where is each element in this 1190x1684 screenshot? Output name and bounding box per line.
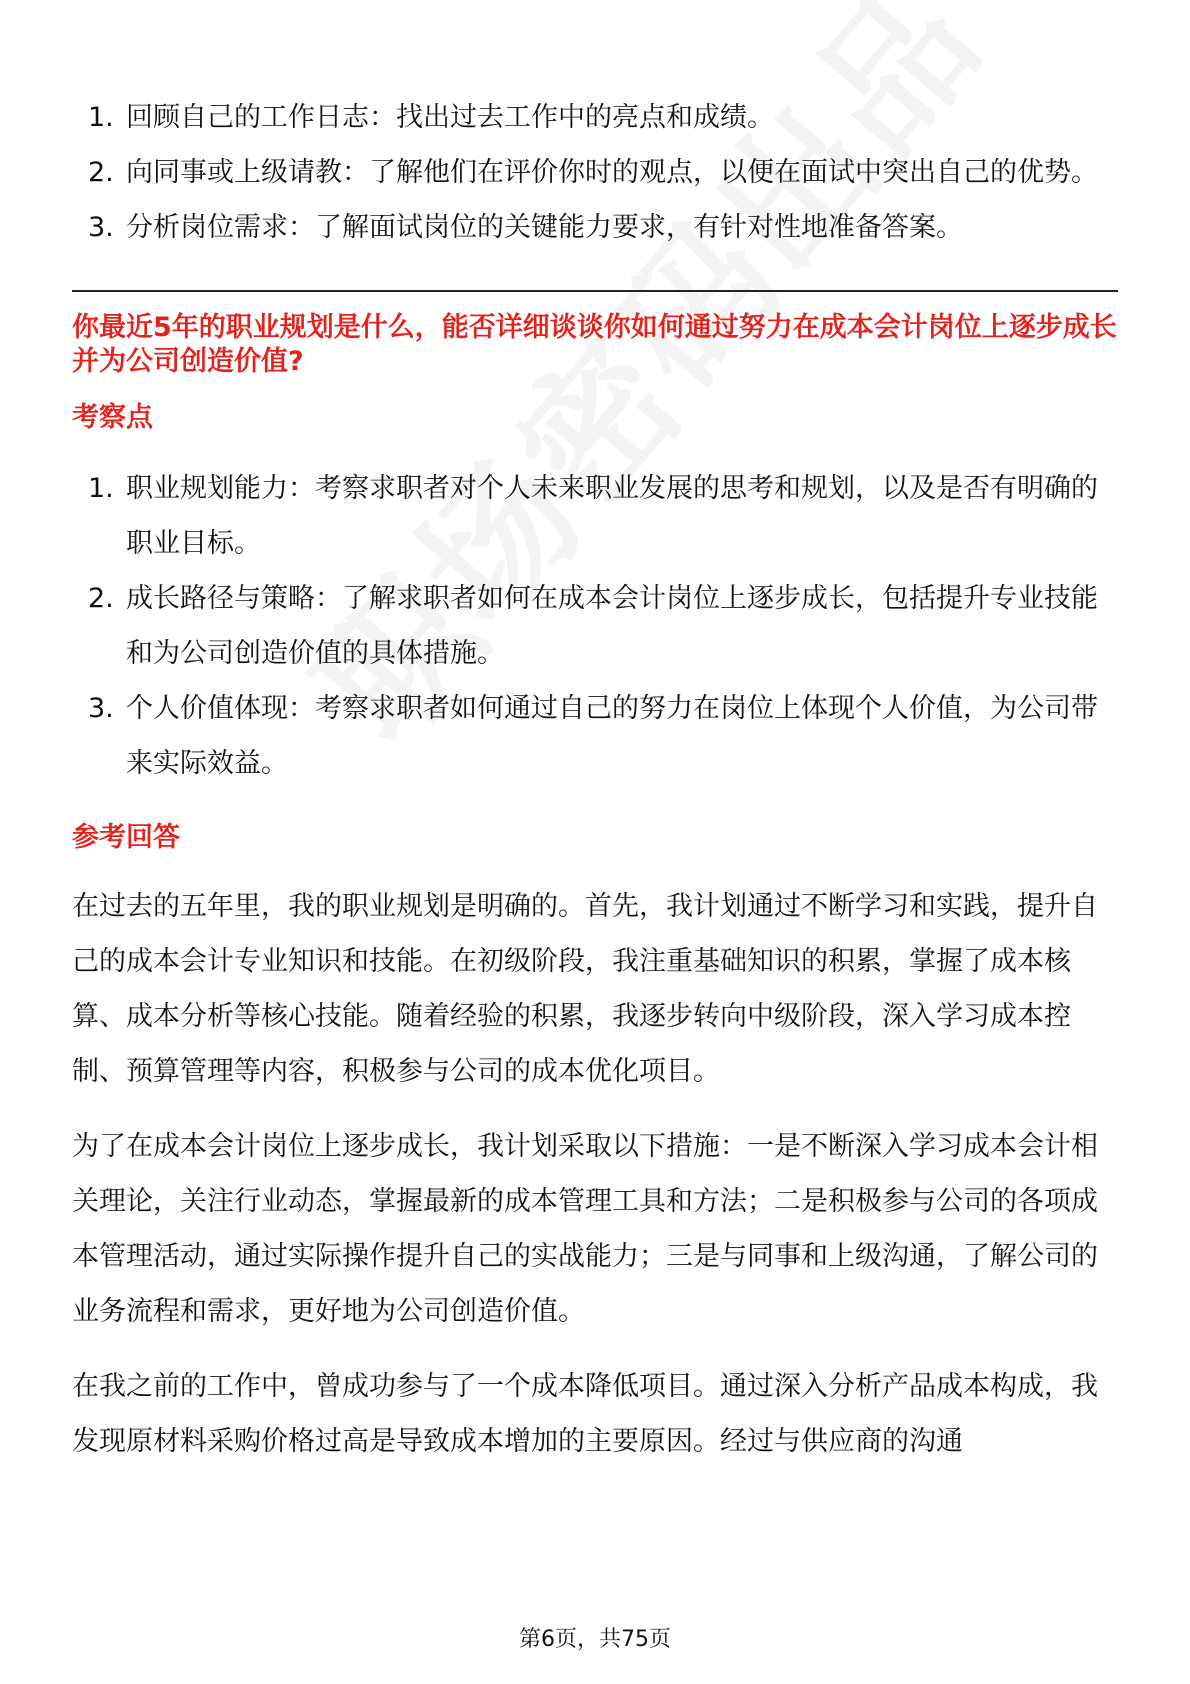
list-number: 3. — [88, 693, 114, 724]
answer-paragraph: 在过去的五年里，我的职业规划是明确的。首先，我计划通过不断学习和实践，提升自己的成本会计专业知识和技能。在初级阶段，我注重基础知识的积累，掌握了成本核算、成本分析等核心技能。随着经验的积累，我逐步转向中级阶段，深入学习成本控制、预算管理等内容，积极参与公司的成本优化项目。 — [72, 891, 1098, 1087]
list-item — [72, 145, 1118, 200]
list-item — [72, 571, 1118, 681]
list-text: 分析岗位需求：了解面试岗位的关键能力要求，有针对性地准备答案。 — [126, 212, 963, 243]
question-heading: 你最近5年的职业规划是什么，能否详细谈谈你如何通过努力在成本会计岗位上逐步成长并为公司创造价值? — [72, 312, 1117, 377]
list-item — [72, 681, 1118, 791]
list-text: 个人价值体现：考察求职者如何通过自己的努力在岗位上体现个人价值，为公司带来实际效益。 — [126, 693, 1098, 779]
list-number: 2. — [88, 583, 114, 614]
answer-paragraph: 为了在成本会计岗位上逐步成长，我计划采取以下措施：一是不断深入学习成本会计相关理论，关注行业动态，掌握最新的成本管理工具和方法；二是积极参与公司的各项成本管理活动，通过实际操作提升自己的实战能力；三是与同事和上级沟通，了解公司的业务流程和需求，更好地为公司创造价值。 — [72, 1131, 1098, 1327]
list-text: 向同事或上级请教：了解他们在评价你时的观点，以便在面试中突出自己的优势。 — [126, 157, 1098, 188]
exam-points-list — [72, 461, 1118, 791]
list-item — [72, 461, 1118, 571]
section-divider — [72, 290, 1118, 292]
list-number: 1. — [88, 102, 114, 133]
list-text: 回顾自己的工作日志：找出过去工作中的亮点和成绩。 — [126, 102, 774, 133]
top-list — [72, 90, 1118, 255]
answer-paragraph: 在我之前的工作中，曾成功参与了一个成本降低项目。通过深入分析产品成本构成，我发现原材料采购价格过高是导致成本增加的主要原因。经过与供应商的沟通 — [72, 1371, 1098, 1457]
list-text: 职业规划能力：考察求职者对个人未来职业发展的思考和规划，以及是否有明确的职业目标。 — [126, 473, 1098, 559]
list-number: 2. — [88, 157, 114, 188]
page-content — [72, 90, 1118, 1489]
list-item — [72, 90, 1118, 145]
list-item — [72, 200, 1118, 255]
page-footer: 第6页，共75页 — [519, 1627, 671, 1652]
list-number: 1. — [88, 473, 114, 504]
list-number: 3. — [88, 212, 114, 243]
exam-points-title: 考察点 — [72, 402, 153, 433]
answer-title: 参考回答 — [72, 822, 180, 853]
list-text: 成长路径与策略：了解求职者如何在成本会计岗位上逐步成长，包括提升专业技能和为公司创造价值的具体措施。 — [126, 583, 1098, 669]
